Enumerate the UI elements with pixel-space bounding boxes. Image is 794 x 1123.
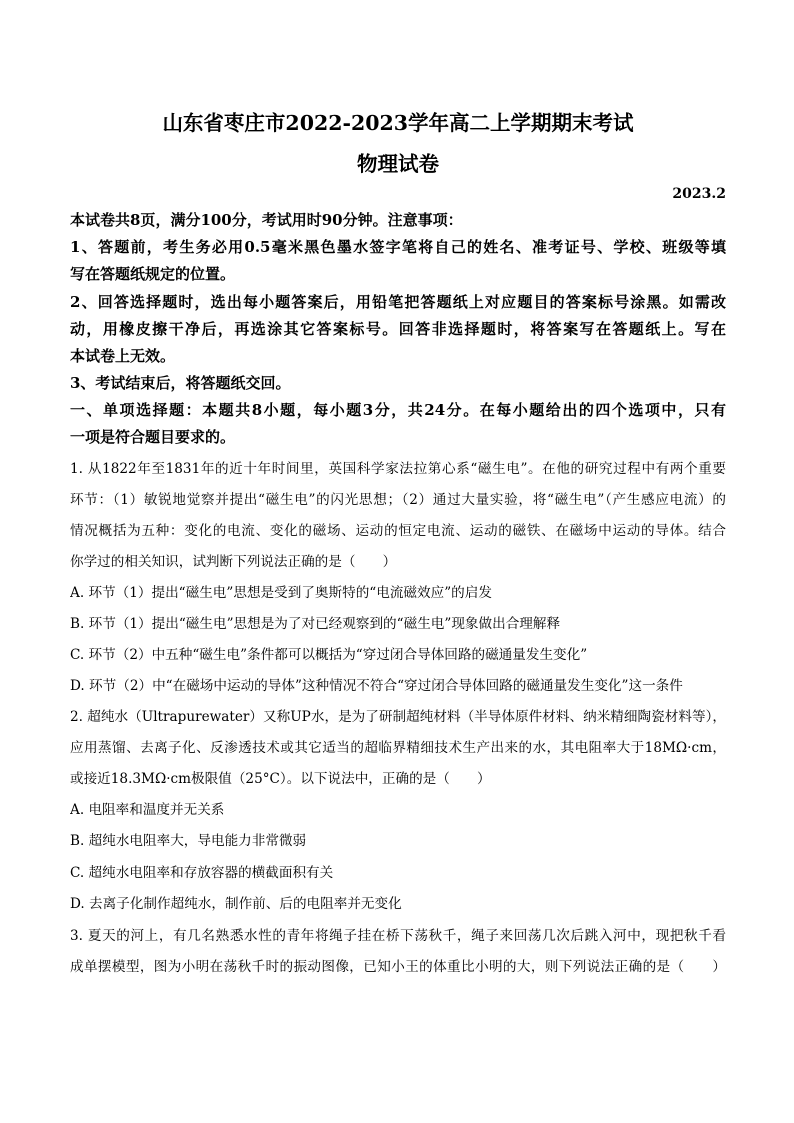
q3-stem-line-1: 3. 夏天的河上，有几名熟悉水性的青年将绳子挂在桥下荡秋千，绳子来回荡几次后跳入河中，现把秋千看 (70, 928, 726, 944)
q1-option-c: C. 环节（2）中五种“磁生电”条件都可以概括为“穿过闭合导体回路的磁通量发生变化” (70, 647, 588, 663)
instruction-2-line-3: 本试卷上无效。 (70, 347, 176, 365)
q2-stem-line-3: 或接近18.3MΩ·cm极限值（25°C）。以下说法中，正确的是（ ） (70, 771, 491, 787)
instruction-1-line-1: 1、答题前，考生务必用0.5毫米黑色墨水签字笔将自己的姓名、准考证号、学校、班级等填 (70, 238, 726, 256)
instruction-2-line-1: 2、回答选择题时，选出每小题答案后，用铅笔把答题纸上对应题目的答案标号涂黑。如需改 (70, 293, 726, 311)
q1-option-a: A. 环节（1）提出“磁生电”思想是受到了奥斯特的“电流磁效应”的启发 (70, 585, 492, 601)
q2-option-d: D. 去离子化制作超纯水，制作前、后的电阻率并无变化 (70, 896, 402, 912)
instruction-1-line-2: 写在答题纸规定的位置。 (70, 265, 236, 283)
q1-stem-line-3: 情况概括为五种：变化的电流、变化的磁场、运动的恒定电流、运动的磁铁、在磁场中运动的导体。结合 (70, 523, 726, 539)
q1-option-d: D. 环节（2）中“在磁场中运动的导体”这种情况不符合“穿过闭合导体回路的磁通量发生变化”这一条件 (70, 678, 683, 694)
exam-subtitle: 物理试卷 (357, 152, 439, 176)
instruction-2-line-2: 动，用橡皮擦干净后，再选涂其它答案标号。回答非选择题时，将答案写在答题纸上。写在 (70, 320, 726, 338)
q3-stem-line-2: 成单摆模型，图为小明在荡秋千时的振动图像，已知小王的体重比小明的大，则下列说法正确的是（ ） (70, 959, 726, 975)
instruction-3: 3、考试结束后，将答题纸交回。 (70, 374, 291, 392)
q1-stem-line-2: 环节：（1）敏锐地觉察并提出“磁生电”的闪光思想；（2）通过大量实验，将“磁生电”（产生感应电流）的 (70, 492, 726, 508)
q2-option-a: A. 电阻率和温度并无关系 (70, 802, 225, 818)
q1-stem-line-1: 1. 从1822年至1831年的近十年时间里，英国科学家法拉第心系“磁生电”。在他的研究过程中有两个重要 (70, 461, 726, 477)
q2-option-c: C. 超纯水电阻率和存放容器的横截面积有关 (70, 865, 334, 881)
exam-date: 2023.2 (672, 186, 726, 202)
section-1-heading-line-1: 一、单项选择题：本题共8小题，每小题3分，共24分。在每小题给出的四个选项中，只有 (70, 401, 726, 419)
q2-option-b: B. 超纯水电阻率大，导电能力非常微弱 (70, 833, 307, 849)
instructions-intro: 本试卷共8页，满分100分，考试用时90分钟。注意事项： (70, 211, 463, 229)
q2-stem-line-1: 2. 超纯水（Ultrapurewater）又称UP水，是为了研制超纯材料（半导体原件材料、纳米精细陶瓷材料等）， (70, 709, 726, 725)
section-1-heading-line-2: 一项是符合题目要求的。 (70, 428, 236, 446)
q1-option-b: B. 环节（1）提出“磁生电”思想是为了对已经观察到的“磁生电”现象做出合理解释 (70, 616, 561, 632)
q2-stem-line-2: 应用蒸馏、去离子化、反渗透技术或其它适当的超临界精细技术生产出来的水，其电阻率大于18MΩ·cm， (70, 740, 726, 756)
exam-title: 山东省枣庄市2022-2023学年高二上学期期末考试 (162, 111, 634, 135)
q1-stem-line-4: 你学过的相关知识，试判断下列说法正确的是（ ） (70, 554, 397, 570)
